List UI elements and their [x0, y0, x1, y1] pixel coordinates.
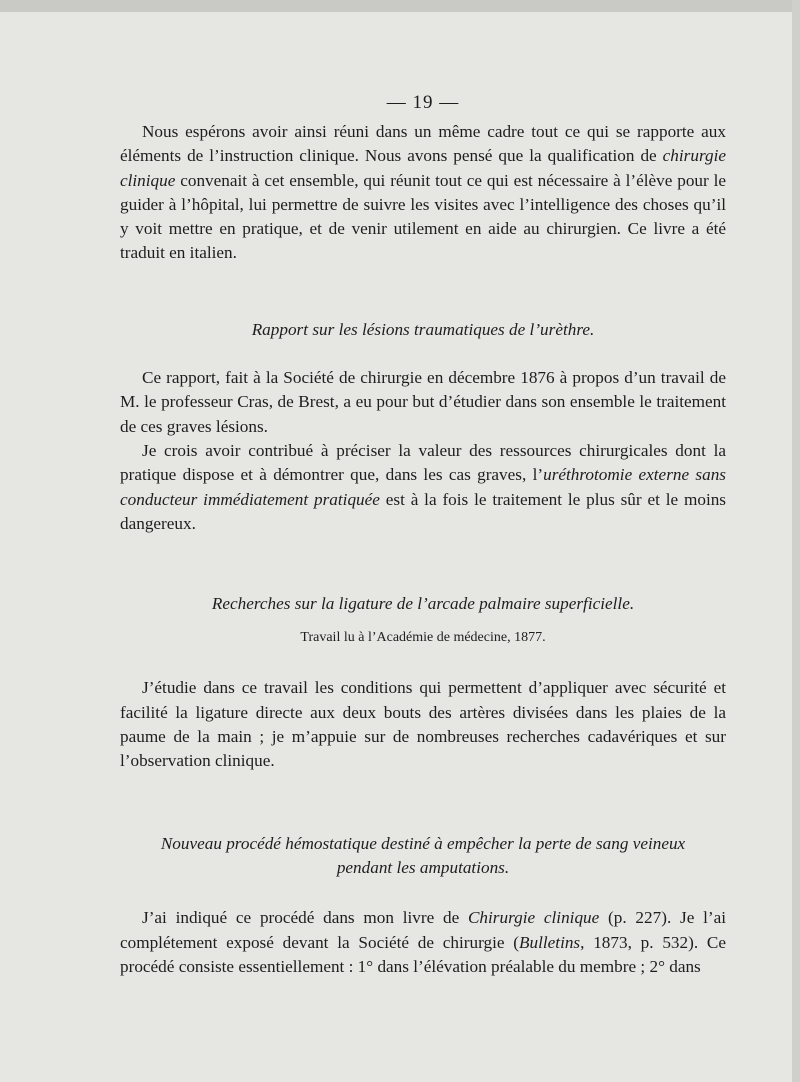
page-number: — 19 — [386, 92, 460, 113]
section2-paragraph-1: J’étudie dans ce travail les conditions qui permettent d’appliquer avec sécurité et facilité la ligature directe aux deux bouts des artères divisées dans les plaies de la paume de la main ; je m’appuie sur de nombreuses recherches cadavériques et sur l’observation clinique. [120, 678, 726, 771]
section1-paragraph-1: Ce rapport, fait à la Société de chirurgie en décembre 1876 à propos d’un travail de M. le professeur Cras, de Brest, a eu pour but d’étudier dans son ensemble le traitement de ces graves lésions. [120, 368, 726, 436]
section-title-hemostatique [120, 832, 726, 881]
section3-emphasis-1: Chirurgie clinique [467, 908, 600, 928]
intro-text-1: Nous espérons avoir ainsi réuni dans un même cadre tout ce qui se rapporte aux éléments de l’instruction clinique. Nous avons pensé que la qualification de [120, 122, 726, 166]
section1-paragraph-2 [120, 439, 726, 536]
intro-paragraph [120, 120, 726, 266]
section1-emphasis: uréthrotomie externe sans conducteur immédiatement pratiquée [120, 465, 726, 509]
section3-emphasis-2: Bulletins [519, 932, 581, 952]
section-title-arcade-palmaire: Recherches sur la ligature de l’arcade palmaire superficielle. [211, 594, 635, 614]
section-subtitle-academie: Travail lu à l’Académie de médecine, 1877. [300, 630, 546, 646]
intro-text-2: convenait à cet ensemble, qui réunit tout ce qui est nécessaire à l’élève pour le guider à l’hôpital, lui permettre de suivre les visites avec l’intelligence des choses qu’il y voit mettre en pratique, et de venir utilement en aide au chirurgien. Ce livre a été traduit en italien. [120, 170, 726, 263]
section3-text-1: J’ai indiqué ce procédé dans mon livre de [142, 908, 468, 928]
section3-text-3: , 1873, p. 532). Ce procédé consiste essentiellement : 1° dans l’élévation préalable du membre ; 2° dans [120, 932, 726, 976]
section1-text-1: Je crois avoir contribué à préciser la valeur des ressources chirurgicales dont la pratique dispose et à démontrer que, dans les cas graves, l’ [120, 440, 726, 485]
section1-text-2: est à la fois le traitement le plus sûr et le moins dangereux. [120, 489, 726, 533]
section3-text-2: (p. 227). Je l’ai complétement exposé devant la Société de chirurgie ( [120, 908, 726, 952]
section-title-hemostatique-line-1: Nouveau procédé hémostatique destiné à empêcher la perte de sang veineux [160, 833, 686, 853]
intro-emphasis: chirurgie clinique [120, 146, 726, 190]
section-title-hemostatique-line-2: pendant les amputations. [336, 857, 510, 877]
page-content [120, 92, 726, 979]
section3-paragraph-1 [120, 906, 726, 979]
section-title-urethre: Rapport sur les lésions traumatiques de l’urèthre. [251, 319, 595, 339]
